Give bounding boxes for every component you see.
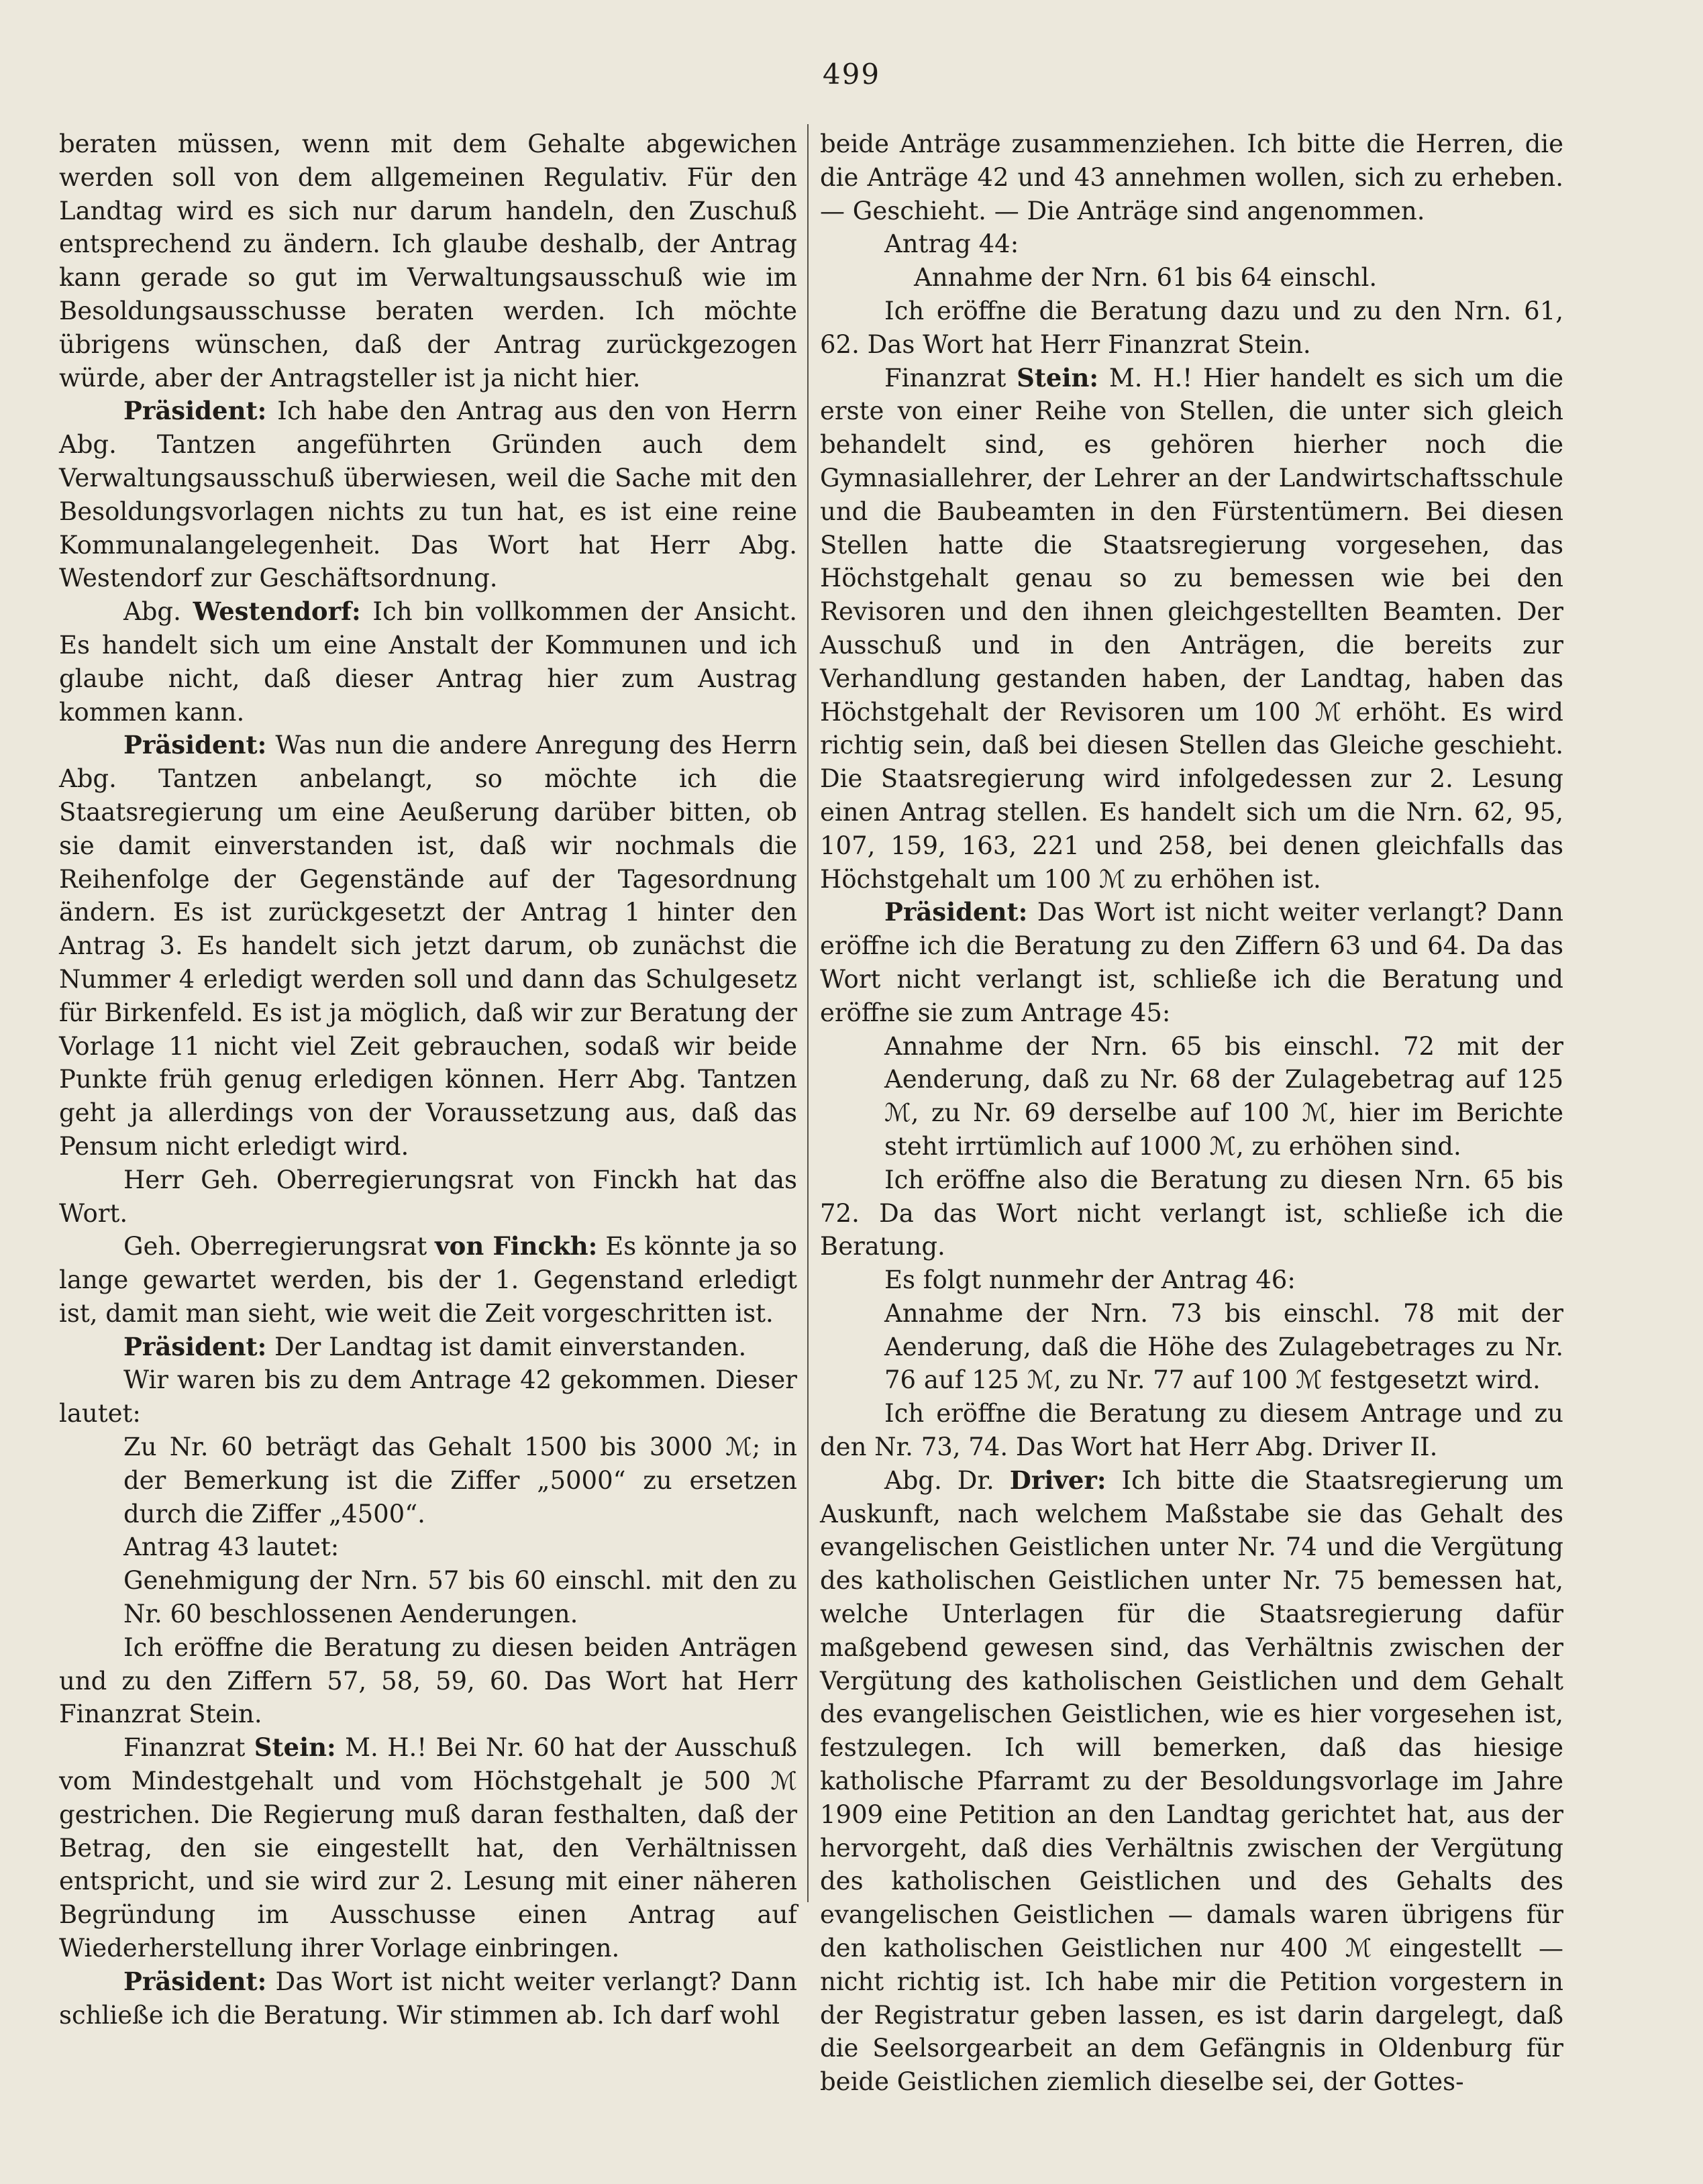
- paragraph-text: Herr Geh. Oberregierungsrat von Finckh hat das Wort.: [59, 1165, 797, 1228]
- speaker-title: Geh. Oberregierungsrat: [123, 1232, 435, 1261]
- paragraph-text: Wir waren bis zu dem Antrage 42 gekommen. Dieser lautet:: [59, 1365, 797, 1428]
- speaker-name: Driver:: [1009, 1465, 1106, 1495]
- motion-quote: [123, 1431, 797, 1530]
- paragraph-text: Ich eröffne die Beratung zu diesem Antrage und zu den Nr. 73, 74. Das Wort hat Herr Abg. Driver II.: [820, 1399, 1563, 1462]
- quote-text: Annahme der Nrn. 73 bis einschl. 78 mit der Aenderung, daß die Höhe des Zulagebetrages zu Nr. 76 auf 125 ℳ, zu Nr. 77 auf 100 ℳ festgesetzt wird.: [884, 1298, 1563, 1395]
- speaker-name: Präsident:: [123, 1966, 267, 1996]
- paragraph: [820, 227, 1563, 261]
- paragraph: [820, 1397, 1563, 1464]
- paragraph-text: Ich bin vollkommen der Ansicht. Es handelt sich um eine Anstalt der Kommunen und ich glaube nicht, daß dieser Antrag hier zum Austrag kommen kann.: [59, 597, 797, 727]
- paragraph-text: Das Wort ist nicht weiter verlangt? Dann schließe ich die Beratung. Wir stimmen ab. Ich darf wohl: [59, 1967, 797, 2030]
- paragraph-text: beraten müssen, wenn mit dem Gehalte abgewichen werden soll von dem allgemeinen Regulativ. Für den Landtag wird es sich nur darum handeln, den Zuschuß entsprechend zu ändern. Ich glaube deshalb, der Antrag kann gerade so gut im Verwaltungsausschuß wie im Besoldungsausschusse beraten werden. Ich möchte übrigens wünschen, daß der Antrag zurückgezogen würde, aber der Antragsteller ist ja nicht hier.: [59, 129, 797, 393]
- paragraph: [59, 1363, 797, 1431]
- motion-quote: [914, 261, 1563, 295]
- right-column: [820, 127, 1563, 2099]
- quote-text: Annahme der Nrn. 61 bis 64 einschl.: [914, 263, 1378, 293]
- paragraph-text: Antrag 44:: [884, 229, 1019, 259]
- paragraph-text: Es folgt nunmehr der Antrag 46:: [884, 1265, 1296, 1295]
- motion-quote: [123, 1564, 797, 1631]
- paragraph-text: Antrag 43 lautet:: [123, 1532, 340, 1562]
- speaker-title: Abg.: [123, 597, 193, 627]
- paragraph: [820, 1163, 1563, 1263]
- paragraph-text: Ich eröffne also die Beratung zu diesen Nrn. 65 bis 72. Da das Wort nicht verlangt ist, schließe ich die Beratung.: [820, 1165, 1563, 1261]
- paragraph-text: beide Anträge zusammenziehen. Ich bitte die Herren, die die Anträge 42 und 43 annehmen wollen, sich zu erheben. — Geschieht. — Die Anträge sind angenommen.: [820, 129, 1563, 225]
- paragraph: [59, 1163, 797, 1231]
- paragraph: [59, 127, 797, 395]
- paragraph: [820, 362, 1563, 896]
- paragraph: [820, 295, 1563, 362]
- paragraph-text: Ich eröffne die Beratung dazu und zu den Nrn. 61, 62. Das Wort hat Herr Finanzrat Stein.: [820, 296, 1563, 359]
- paragraph: [820, 1263, 1563, 1297]
- quote-text: Annahme der Nrn. 65 bis einschl. 72 mit der Aenderung, daß zu Nr. 68 der Zulagebetrag auf 125 ℳ, zu Nr. 69 derselbe auf 100 ℳ, hier im Berichte steht irrtümlich auf 1000 ℳ, zu erhöhen sind.: [884, 1031, 1563, 1161]
- paragraph: [820, 896, 1563, 1029]
- quote-text: Zu Nr. 60 beträgt das Gehalt 1500 bis 3000 ℳ; in der Bemerkung ist die Ziffer „5000“ zu ersetzen durch die Ziffer „4500“.: [123, 1433, 797, 1528]
- paragraph-text: Was nun die andere Anregung des Herrn Abg. Tantzen anbelangt, so möchte ich die Staatsregierung um eine Aeußerung darüber bitten, ob sie damit einverstanden ist, daß wir nochmals die Reihenfolge der Gegenstände auf der Tagesordnung ändern. Es ist zurückgesetzt der Antrag 1 hinter den Antrag 3. Es handelt sich jetzt darum, ob zunächst die Nummer 4 erledigt werden soll und dann das Schulgesetz für Birkenfeld. Es ist ja möglich, daß wir zur Beratung der Vorlage 11 nicht viel Zeit gebrauchen, sodaß wir beide Punkte früh genug erledigen können. Herr Abg. Tantzen geht ja allerdings von der Voraussetzung aus, daß das Pensum nicht erledigt wird.: [59, 731, 797, 1161]
- paragraph-text: Es könnte ja so lange gewartet werden, bis der 1. Gegenstand erledigt ist, damit man sieht, wie weit die Zeit vorgeschritten ist.: [59, 1232, 797, 1328]
- speaker-name: von Finckh:: [435, 1231, 598, 1261]
- page-number: 499: [822, 58, 881, 91]
- speaker-name: Präsident:: [884, 897, 1028, 927]
- paragraph: [59, 1731, 797, 1965]
- paragraph: [59, 1965, 797, 2032]
- speaker-name: Westendorf:: [193, 596, 361, 627]
- paragraph-text: Der Landtag ist damit einverstanden.: [266, 1332, 747, 1361]
- speaker-name: Präsident:: [123, 396, 267, 426]
- paragraph-text: Ich bitte die Staatsregierung um Auskunft, nach welchem Maßstabe sie das Gehalt des evangelischen Geistlichen unter Nr. 74 und die Vergütung des katholischen Geistlichen unter Nr. 75 bemessen hat, welche Unterlagen für die Staatsregierung dafür maßgebend gewesen sind, das Verhältnis zwischen der Vergütung des katholischen Geistlichen und dem Gehalt des evangelischen Geistlichen, wie es hier vorgesehen ist, festzulegen. Ich will bemerken, daß das hiesige katholische Pfarramt zu der Besoldungsvorlage im Jahre 1909 eine Petition an den Landtag gerichtet hat, aus der hervorgeht, daß dies Verhältnis zwischen der Vergütung des katholischen Geistlichen und des Gehalts des evangelischen Geistlichen — damals waren übrigens für den katholischen Geistlichen nur 400 ℳ eingestellt — nicht richtig ist. Ich habe mir die Petition vorgestern in der Registratur geben lassen, es ist darin dargelegt, daß die Seelsorgearbeit an dem Gefängnis in Oldenburg für beide Geistlichen ziemlich dieselbe sei, der Gottes-: [820, 1465, 1563, 2097]
- left-column: [59, 127, 797, 2032]
- paragraph: [59, 729, 797, 1163]
- paragraph-text: Ich habe den Antrag aus den von Herrn Abg. Tantzen angeführten Gründen auch dem Verwaltungsausschuß überwiesen, weil die Sache mit den Besoldungsvorlagen nichts zu tun hat, es ist eine reine Kommunalangelegenheit. Das Wort hat Herr Abg. Westendorf zur Geschäftsordnung.: [59, 397, 797, 593]
- paragraph-text: M. H.! Bei Nr. 60 hat der Ausschuß vom Mindestgehalt und vom Höchstgehalt je 500 ℳ gestrichen. Die Regierung muß daran festhalten, daß der Betrag, den sie eingestellt hat, den Verhältnissen entspricht, und sie wird zur 2. Lesung mit einer näheren Begründung im Ausschusse einen Antrag auf Wiederherstellung ihrer Vorlage einbringen.: [59, 1733, 797, 1963]
- speaker-title: Finanzrat: [123, 1733, 254, 1763]
- paragraph: [59, 395, 797, 595]
- speaker-name: Präsident:: [123, 730, 267, 760]
- speaker-name: Stein:: [1017, 362, 1099, 393]
- motion-quote: [884, 1030, 1563, 1163]
- speaker-name: Stein:: [254, 1732, 336, 1763]
- paragraph: [59, 1631, 797, 1731]
- paragraph: [820, 127, 1563, 227]
- quote-text: Genehmigung der Nrn. 57 bis 60 einschl. mit den zu Nr. 60 beschlossenen Aenderungen.: [123, 1566, 797, 1629]
- paragraph-text: Das Wort ist nicht weiter verlangt? Dann eröffne ich die Beratung zu den Ziffern 63 und 64. Da das Wort nicht verlangt ist, schließe ich die Beratung und eröffne sie zum Antrage 45:: [820, 898, 1563, 1027]
- paragraph-text: Ich eröffne die Beratung zu diesen beiden Anträgen und zu den Ziffern 57, 58, 59, 60. Das Wort hat Herr Finanzrat Stein.: [59, 1632, 797, 1729]
- column-divider: [807, 124, 809, 1902]
- paragraph: [820, 1464, 1563, 2099]
- speaker-title: Abg. Dr.: [884, 1465, 1010, 1495]
- paragraph-text: M. H.! Hier handelt es sich um die erste von einer Reihe von Stellen, die unter sich gleich behandelt sind, es gehören hierher noch die Gymnasiallehrer, der Lehrer an der Landwirtschaftsschule und die Baubeamten in den Fürstentümern. Bei diesen Stellen hatte die Staatsregierung vorgesehen, das Höchstgehalt genau so zu bemessen wie bei den Revisoren und den ihnen gleichgestellten Beamten. Der Ausschuß und in den Anträgen, die bereits zur Verhandlung gestanden haben, der Landtag, haben das Höchstgehalt der Revisoren um 100 ℳ erhöht. Es wird richtig sein, daß bei diesen Stellen das Gleiche geschieht. Die Staatsregierung wird infolgedessen zur 2. Lesung einen Antrag stellen. Es handelt sich um die Nrn. 62, 95, 107, 159, 163, 221 und 258, bei denen gleichfalls das Höchstgehalt um 100 ℳ zu erhöhen ist.: [820, 363, 1564, 894]
- paragraph: [59, 1230, 797, 1330]
- paragraph: [59, 1331, 797, 1364]
- speaker-name: Präsident:: [123, 1331, 267, 1361]
- paragraph: [59, 595, 797, 729]
- paragraph: [59, 1530, 797, 1564]
- motion-quote: [884, 1297, 1563, 1397]
- speaker-title: Finanzrat: [884, 363, 1017, 393]
